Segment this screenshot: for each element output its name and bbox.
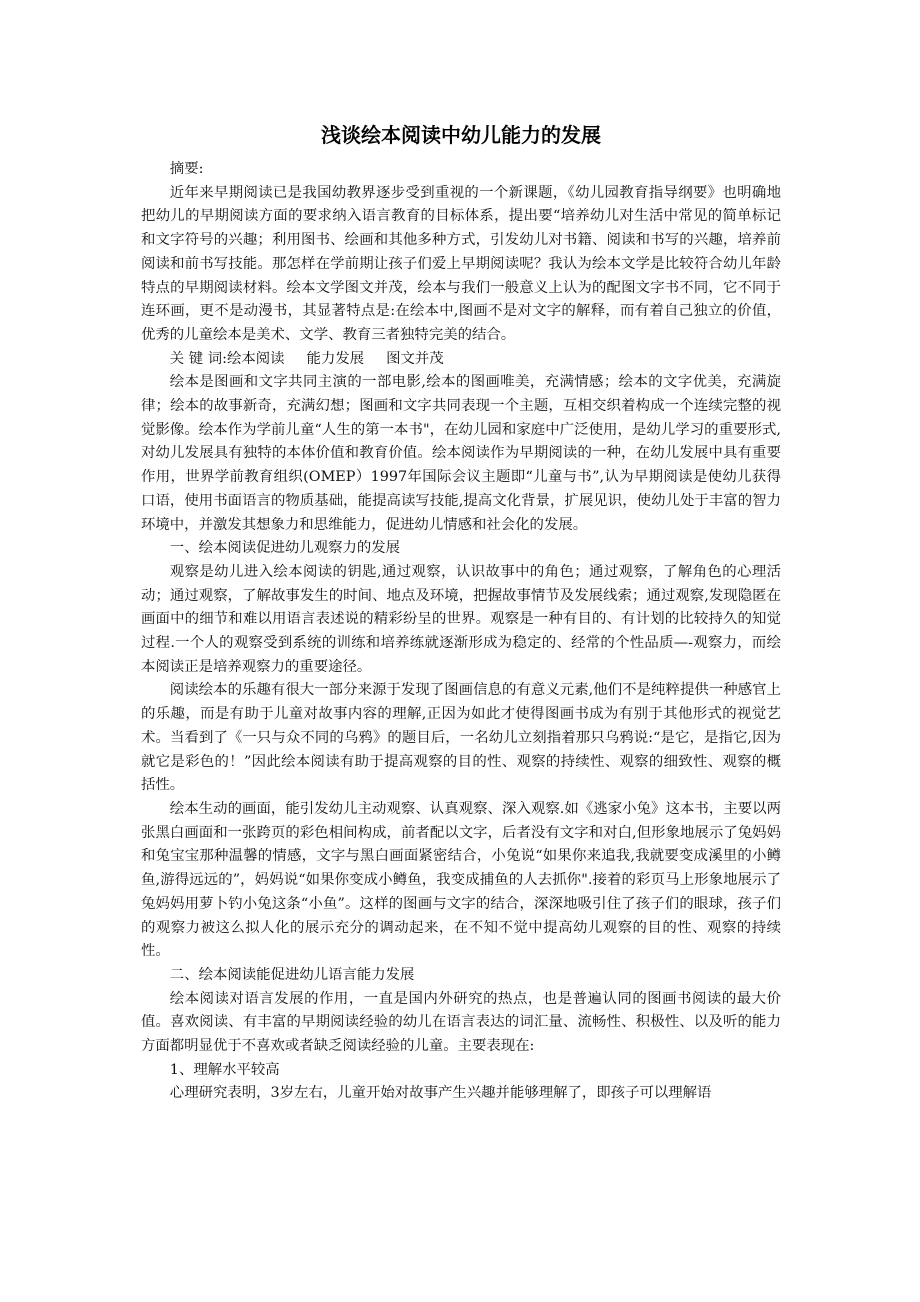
body-paragraph: 阅读绘本的乐趣有很大一部分来源于发现了图画信息的有意义元素,他们不是纯粹提供一种感官上的乐趣，而是有助于儿童对故事内容的理解,正因为如此才使得图画书成为有别于其他形式的视觉艺术。当看到了《一只与众不同的乌鸦》的题目后，一名幼儿立刻指着那只乌鸦说:“是它，是指它,因为就它是彩色的！”因此绘本阅读有助于提高观察的目的性、观察的持续性、观察的细致性、观察的概括性。 [141,682,781,794]
document-body [141,120,781,1106]
keywords-line [141,348,781,372]
keyword-item: 能力发展 [306,350,365,367]
keyword-item: 图文并茂 [386,350,444,367]
body-paragraph: 绘本阅读对语言发展的作用，一直是国内外研究的热点，也是普遍认同的图画书阅读的最大价值。喜欢阅读、有丰富的早期阅读经验的幼儿在语言表达的词汇量、流畅性、积极性、以及听的能力方面都明显优于不喜欢或者缺乏阅读经验的儿童。主要表现在: [141,990,781,1055]
abstract-label: 摘要: [169,161,204,177]
subsection-heading: 1、理解水平较高 [169,1061,280,1078]
intro-paragraph: 绘本是图画和文字共同主演的一部电影,绘本的图画唯美，充满情感；绘本的文字优美，充满旋律；绘本的故事新奇，充满幻想；图画和文字共同表现一个主题，互相交织着构成一个连续完整的视觉影像。绘本作为学前儿童“人生的第一本书"，在幼儿园和家庭中广泛使用，是幼儿学习的重要形式,对幼儿发展具有独特的本体价值和教育价值。绘本阅读作为早期阅读的一种，在幼儿发展中具有重要作用，世界学前教育组织(OMEP）1997年国际会议主题即“儿童与书”,认为早期阅读是使幼儿获得口语，使用书面语言的物质基础，能提高读写技能,提高文化背景，扩展见识，使幼儿处于丰富的智力环境中，并激发其想象力和思维能力，促进幼儿情感和社会化的发展。 [141,374,781,533]
document-title: 浅谈绘本阅读中幼儿能力的发展 [321,123,601,147]
body-paragraph: 绘本生动的画面，能引发幼儿主动观察、认真观察、深入观察.如《逃家小兔》这本书，主要以两张黑白画面和一张跨页的彩色相间构成，前者配以文字，后者没有文字和对白,但形象地展示了兔妈妈和兔宝宝那种温馨的情感，文字与黑白画面紧密结合，小兔说“如果你来追我,我就要变成溪里的小鳟鱼,游得远远的”，妈妈说“如果你变成小鳟鱼，我变成捕鱼的人去抓你".接着的彩页马上形象地展示了兔妈妈用萝卜钓小兔这条“小鱼”。这样的图画与文字的结合，深深地吸引住了孩子们的眼球，孩子们的观察力被这么拟人化的展示充分的调动起来，在不知不觉中提高幼儿观察的目的性、观察的持续性。 [141,800,781,960]
abstract-paragraph: 近年来早期阅读已是我国幼教界逐步受到重视的一个新课题，《幼儿园教育指导纲要》也明确地把幼儿的早期阅读方面的要求纳入语言教育的目标体系，提出要“培养幼儿对生活中常见的简单标记和文字符号的兴趣；利用图书、绘画和其他多种方式，引发幼儿对书籍、阅读和书写的兴趣，培养前阅读和前书写技能。那怎样在学前期让孩子们爱上早期阅读呢？我认为绘本文学是比较符合幼儿年龄特点的早期阅读材料。绘本文学图文并茂，绘本与我们一般意义上认为的配图文字书不同，它不同于连环画，更不是动漫书，其显著特点是:在绘本中,图画不是对文字的解释，而有着自己独立的价值，优秀的儿童绘本是美术、文学、教育三者独特完美的结合。 [141,184,781,343]
section-heading: 二、绘本阅读能促进幼儿语言能力发展 [169,966,415,983]
body-paragraph: 观察是幼儿进入绘本阅读的钥匙,通过观察，认识故事中的角色；通过观察，了解角色的心理活动；通过观察，了解故事发生的时间、地点及环境，把握故事情节及发展线索；通过观察,发现隐匿在画面中的细节和难以用语言表述说的精彩纷呈的世界。观察是一种有目的、有计划的比较持久的知觉过程.一个人的观察受到系统的训练和培养练就逐渐形成为稳定的、经常的个性品质—-观察力，而绘本阅读正是培养观察力的重要途径。 [141,563,781,675]
keyword-item: 绘本阅读 [226,350,285,367]
body-paragraph: 心理研究表明，3岁左右，儿童开始对故事产生兴趣并能够理解了，即孩子可以理解语 [169,1085,712,1102]
keywords-label: 关 键 词: [169,350,227,367]
section-heading: 一、绘本阅读促进幼儿观察力的发展 [169,540,401,557]
